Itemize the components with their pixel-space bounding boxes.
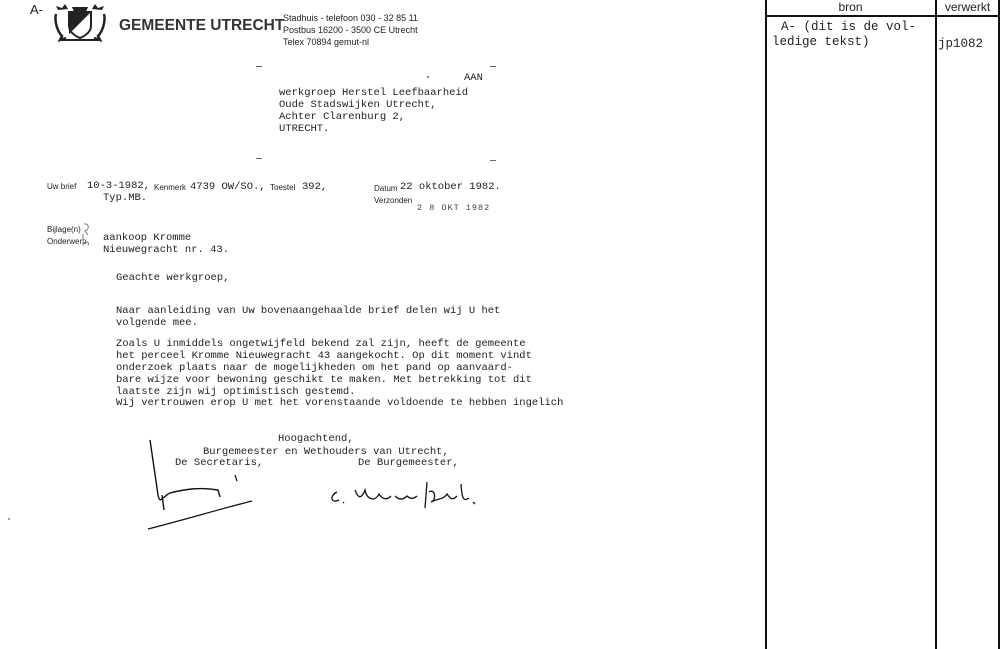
paragraph-2-line-3: onderzoek plaats naar de mogelijkheden om het pand op aanvaard- xyxy=(116,362,513,374)
bron-header: bron xyxy=(838,0,863,14)
recipient-aan-label: AAN xyxy=(464,72,483,84)
bron-line-1: A- (dit is de vol- xyxy=(781,20,917,34)
verzonden-stamp: 2 8 OKT 1982 xyxy=(417,203,491,213)
scan-speck xyxy=(427,76,429,78)
recipient-line-1: werkgroep Herstel Leefbaarheid xyxy=(279,87,469,99)
closing-secretaris: De Secretaris, xyxy=(175,457,264,469)
toestel-value: 392, xyxy=(302,181,328,193)
recipient-line-3: Achter Clarenburg 2, xyxy=(279,111,406,123)
uw-brief-label: Uw brief xyxy=(47,182,77,191)
table-border-right xyxy=(998,0,1000,649)
verwerkt-value: jp1082 xyxy=(938,37,984,51)
letterhead-address-line-3: Telex 70894 gemut-nl xyxy=(283,37,370,47)
handwritten-mark xyxy=(80,222,94,246)
kenmerk-value: 4739 OW/SO., xyxy=(190,181,266,193)
corner-mark: A- xyxy=(30,2,43,17)
datum-label: Datum xyxy=(374,184,398,193)
datum-value: 22 oktober 1982. xyxy=(400,181,501,193)
paragraph-2-line-5: laatste zijn wij optimistisch gestemd. xyxy=(116,386,356,398)
table-header-rule xyxy=(765,15,1000,17)
paragraph-1-line-1: Naar aanleiding van Uw bovenaangehaalde brief delen wij U het xyxy=(116,305,501,317)
recipient-line-2: Oude Stadswijken Utrecht, xyxy=(279,99,437,111)
burgemeester-signature xyxy=(325,478,485,518)
scan-speck xyxy=(8,518,10,520)
closing-burgemeester: De Burgemeester, xyxy=(358,457,459,469)
fold-mark xyxy=(490,160,496,161)
fold-mark xyxy=(256,158,262,159)
recipient-line-4: UTRECHT. xyxy=(279,123,330,135)
closing-greeting: Hoogachtend, xyxy=(278,433,354,445)
onderwerp-label: Onderwerp xyxy=(47,237,87,246)
table-border-middle xyxy=(935,0,937,649)
salutation: Geachte werkgroep, xyxy=(116,272,230,284)
paragraph-2-line-2: het perceel Kromme Nieuwegracht 43 aangekocht. Op dit moment vindt xyxy=(116,350,532,362)
subject-line-2: Nieuwegracht nr. 43. xyxy=(103,244,230,256)
closing-signatory: Burgemeester en Wethouders van Utrecht, xyxy=(203,446,449,458)
coat-of-arms-logo xyxy=(52,4,108,42)
uw-brief-extra: Typ.MB. xyxy=(103,192,148,204)
bron-line-2: ledige tekst) xyxy=(772,35,870,49)
table-border-left xyxy=(765,0,767,649)
kenmerk-label: Kenmerk xyxy=(154,183,187,192)
letterhead-name: GEMEENTE UTRECHT xyxy=(119,17,285,34)
subject-line-1: aankoop Kromme xyxy=(103,232,192,244)
verwerkt-header: verwerkt xyxy=(944,0,991,14)
secretaris-signature xyxy=(140,435,260,535)
letterhead-address-line-1: Stadhuis - telefoon 030 - 32 85 11 xyxy=(283,13,418,23)
verzonden-label: Verzonden xyxy=(374,196,413,205)
fold-mark xyxy=(256,66,262,67)
fold-mark xyxy=(490,66,496,67)
toestel-label: Toestel xyxy=(270,183,296,192)
letterhead-address-line-2: Postbus 16200 - 3500 CE Utrecht xyxy=(283,25,418,35)
uw-brief-value: 10-3-1982, xyxy=(87,180,151,192)
paragraph-1-line-2: volgende mee. xyxy=(116,317,198,329)
paragraph-3: Wij vertrouwen erop U met het vorenstaande voldoende te hebben ingelich xyxy=(116,397,564,409)
paragraph-2-line-4: bare wijze voor bewoning geschikt te maken. Met betrekking tot dit xyxy=(116,374,532,386)
paragraph-2-line-1: Zoals U inmiddels ongetwijfeld bekend zal zijn, heeft de gemeente xyxy=(116,338,526,350)
bijlagen-label: Bijlage(n) xyxy=(47,225,81,234)
